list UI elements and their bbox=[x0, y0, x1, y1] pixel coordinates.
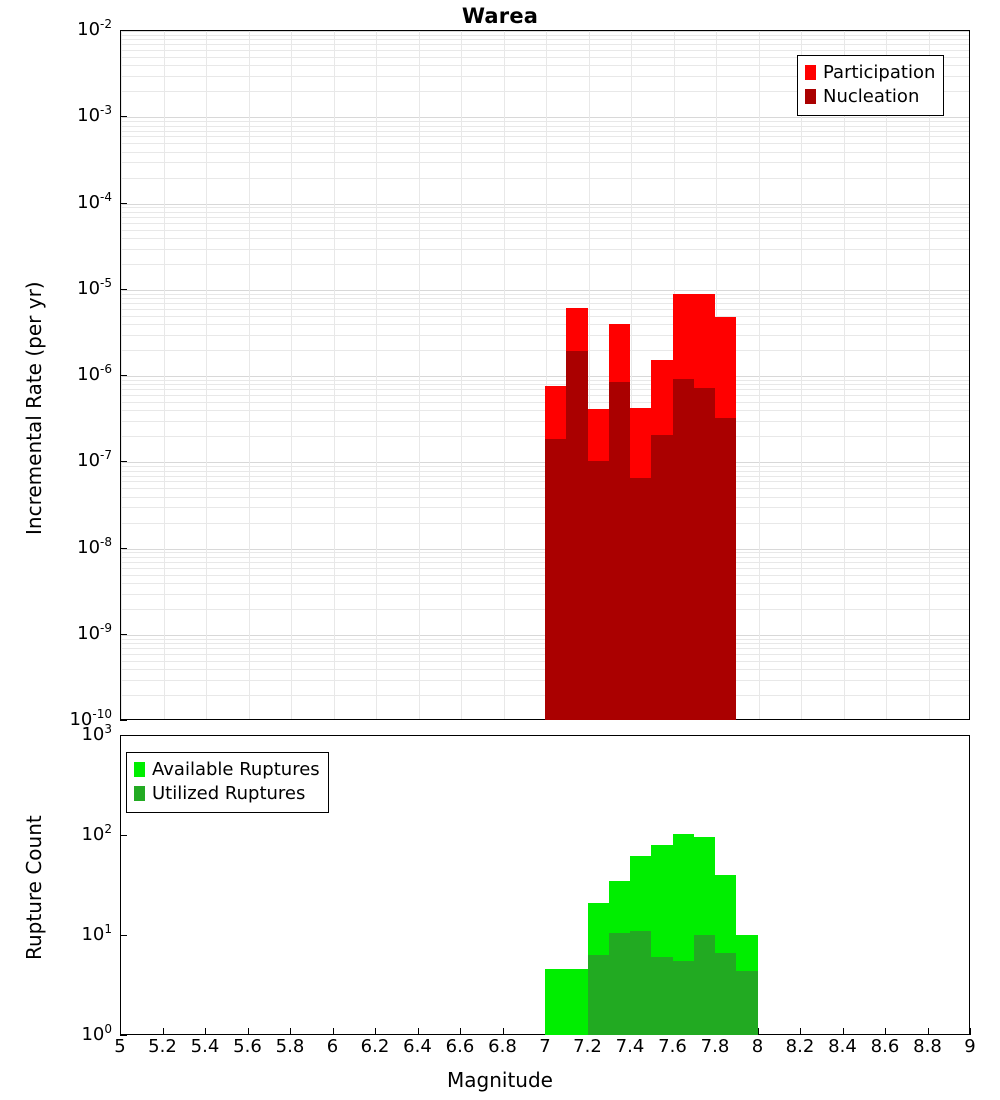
x-tick: 5.4 bbox=[190, 1036, 220, 1057]
x-tick-mark bbox=[800, 1028, 801, 1035]
grid-line bbox=[886, 31, 887, 719]
x-tick-mark bbox=[503, 1028, 504, 1035]
x-tick: 7.6 bbox=[658, 1036, 687, 1057]
y-tick-mark bbox=[120, 835, 127, 836]
grid-line bbox=[419, 31, 420, 719]
top-y-tick: $10^{-6}$ bbox=[77, 362, 112, 385]
y-tick-mark bbox=[120, 30, 127, 31]
bottom-legend-item[interactable] bbox=[134, 758, 320, 782]
x-tick: 8 bbox=[751, 1036, 764, 1057]
legend-swatch-icon bbox=[805, 65, 816, 80]
top-y-tick: $10^{-3}$ bbox=[77, 103, 112, 127]
grid-line bbox=[759, 31, 760, 719]
x-tick: 6.2 bbox=[360, 1036, 390, 1057]
grid-line bbox=[334, 31, 335, 719]
grid-line bbox=[801, 31, 802, 719]
x-tick: 5.2 bbox=[148, 1036, 177, 1057]
y-tick-mark bbox=[120, 375, 127, 376]
x-tick-mark bbox=[970, 1028, 971, 1035]
x-tick-mark bbox=[120, 1028, 121, 1035]
x-tick: 6.4 bbox=[403, 1036, 432, 1057]
grid-line bbox=[504, 31, 505, 719]
grid-line bbox=[206, 31, 207, 719]
bar bbox=[673, 379, 694, 720]
top-legend-item[interactable] bbox=[805, 61, 935, 85]
bottom-y-tick: $10^2$ bbox=[81, 822, 112, 845]
bar bbox=[736, 971, 757, 1035]
x-tick-mark bbox=[418, 1028, 419, 1035]
bar bbox=[566, 969, 587, 1035]
x-tick: 8.6 bbox=[870, 1036, 900, 1057]
grid-line bbox=[249, 31, 250, 719]
bar bbox=[609, 382, 630, 720]
bar bbox=[715, 418, 736, 720]
top-legend-item[interactable] bbox=[805, 85, 935, 109]
y-tick-mark bbox=[120, 935, 127, 936]
page-title: Warea bbox=[461, 4, 539, 28]
bar bbox=[609, 933, 630, 1035]
legend-label: Participation bbox=[823, 62, 936, 83]
grid-line bbox=[844, 31, 845, 719]
y-tick-mark bbox=[120, 720, 127, 721]
x-tick: 5.8 bbox=[275, 1036, 305, 1057]
bottom-y-tick: $10^1$ bbox=[81, 922, 112, 945]
x-tick-mark bbox=[290, 1028, 291, 1035]
top-legend bbox=[797, 55, 944, 116]
y-tick-mark bbox=[120, 548, 127, 549]
x-tick-mark bbox=[205, 1028, 206, 1035]
bottom-legend bbox=[126, 752, 329, 813]
bar bbox=[630, 478, 651, 720]
bar bbox=[545, 439, 566, 720]
x-axis-label: Magnitude bbox=[447, 1068, 553, 1092]
x-tick: 7.8 bbox=[700, 1036, 730, 1057]
top-y-tick: $10^{-2}$ bbox=[77, 17, 112, 40]
y-tick-mark bbox=[120, 116, 127, 117]
x-tick-mark bbox=[758, 1028, 759, 1035]
top-y-axis-label: Incremental Rate (per yr) bbox=[22, 281, 46, 535]
top-y-tick: $10^{-8}$ bbox=[77, 534, 112, 558]
x-tick-mark bbox=[163, 1028, 164, 1035]
grid-line bbox=[164, 31, 165, 719]
grid-line bbox=[461, 31, 462, 719]
legend-swatch-icon bbox=[134, 786, 145, 801]
top-y-tick: $10^{-7}$ bbox=[77, 448, 112, 472]
top-y-tick: $10^{-9}$ bbox=[77, 620, 112, 644]
bar bbox=[630, 931, 651, 1035]
bar bbox=[545, 969, 566, 1035]
legend-label: Utilized Ruptures bbox=[152, 782, 306, 804]
x-tick: 7.4 bbox=[615, 1036, 645, 1057]
top-y-tick: $10^{-4}$ bbox=[77, 189, 112, 213]
legend-label: Nucleation bbox=[823, 85, 920, 107]
y-tick-mark bbox=[120, 461, 127, 462]
x-tick-mark bbox=[885, 1028, 886, 1035]
bar bbox=[588, 955, 609, 1035]
bar bbox=[715, 953, 736, 1035]
x-tick-mark bbox=[460, 1028, 461, 1035]
x-tick: 6.8 bbox=[488, 1036, 517, 1057]
y-tick-mark bbox=[120, 203, 127, 204]
bar bbox=[566, 351, 587, 720]
x-tick-mark bbox=[928, 1028, 929, 1035]
y-tick-mark bbox=[120, 634, 127, 635]
bar bbox=[588, 461, 609, 720]
x-tick-mark bbox=[248, 1028, 249, 1035]
y-tick-mark bbox=[120, 289, 127, 290]
x-tick-mark bbox=[375, 1028, 376, 1035]
legend-label: Available Ruptures bbox=[152, 759, 320, 780]
grid-line bbox=[929, 31, 930, 719]
legend-swatch-icon bbox=[805, 89, 816, 104]
bar bbox=[651, 435, 672, 720]
x-tick: 8.4 bbox=[828, 1036, 857, 1057]
bar bbox=[651, 957, 672, 1035]
bar bbox=[694, 388, 715, 720]
bottom-y-tick: $10^3$ bbox=[81, 722, 112, 745]
x-tick: 6 bbox=[326, 1036, 339, 1057]
bar bbox=[673, 961, 694, 1035]
top-y-tick: $10^{-5}$ bbox=[77, 275, 112, 299]
x-tick: 5 bbox=[114, 1036, 126, 1057]
top-y-tick: $10^{-10}$ bbox=[69, 707, 112, 730]
grid-line bbox=[376, 31, 377, 719]
bar bbox=[694, 935, 715, 1035]
bottom-y-axis-label: Rupture Count bbox=[22, 815, 46, 960]
x-tick: 9 bbox=[964, 1036, 976, 1057]
y-tick-mark bbox=[120, 735, 127, 736]
grid-line bbox=[291, 31, 292, 719]
x-tick: 7 bbox=[539, 1036, 551, 1057]
x-tick-mark bbox=[843, 1028, 844, 1035]
x-tick: 6.6 bbox=[445, 1036, 475, 1057]
x-tick-mark bbox=[333, 1028, 334, 1035]
x-tick: 5.6 bbox=[233, 1036, 262, 1057]
bottom-y-tick: $10^0$ bbox=[81, 1022, 112, 1045]
x-tick: 8.2 bbox=[785, 1036, 815, 1057]
x-tick: 7.2 bbox=[573, 1036, 602, 1057]
x-tick: 8.8 bbox=[913, 1036, 942, 1057]
bottom-legend-item[interactable] bbox=[134, 782, 320, 806]
legend-swatch-icon bbox=[134, 762, 145, 777]
